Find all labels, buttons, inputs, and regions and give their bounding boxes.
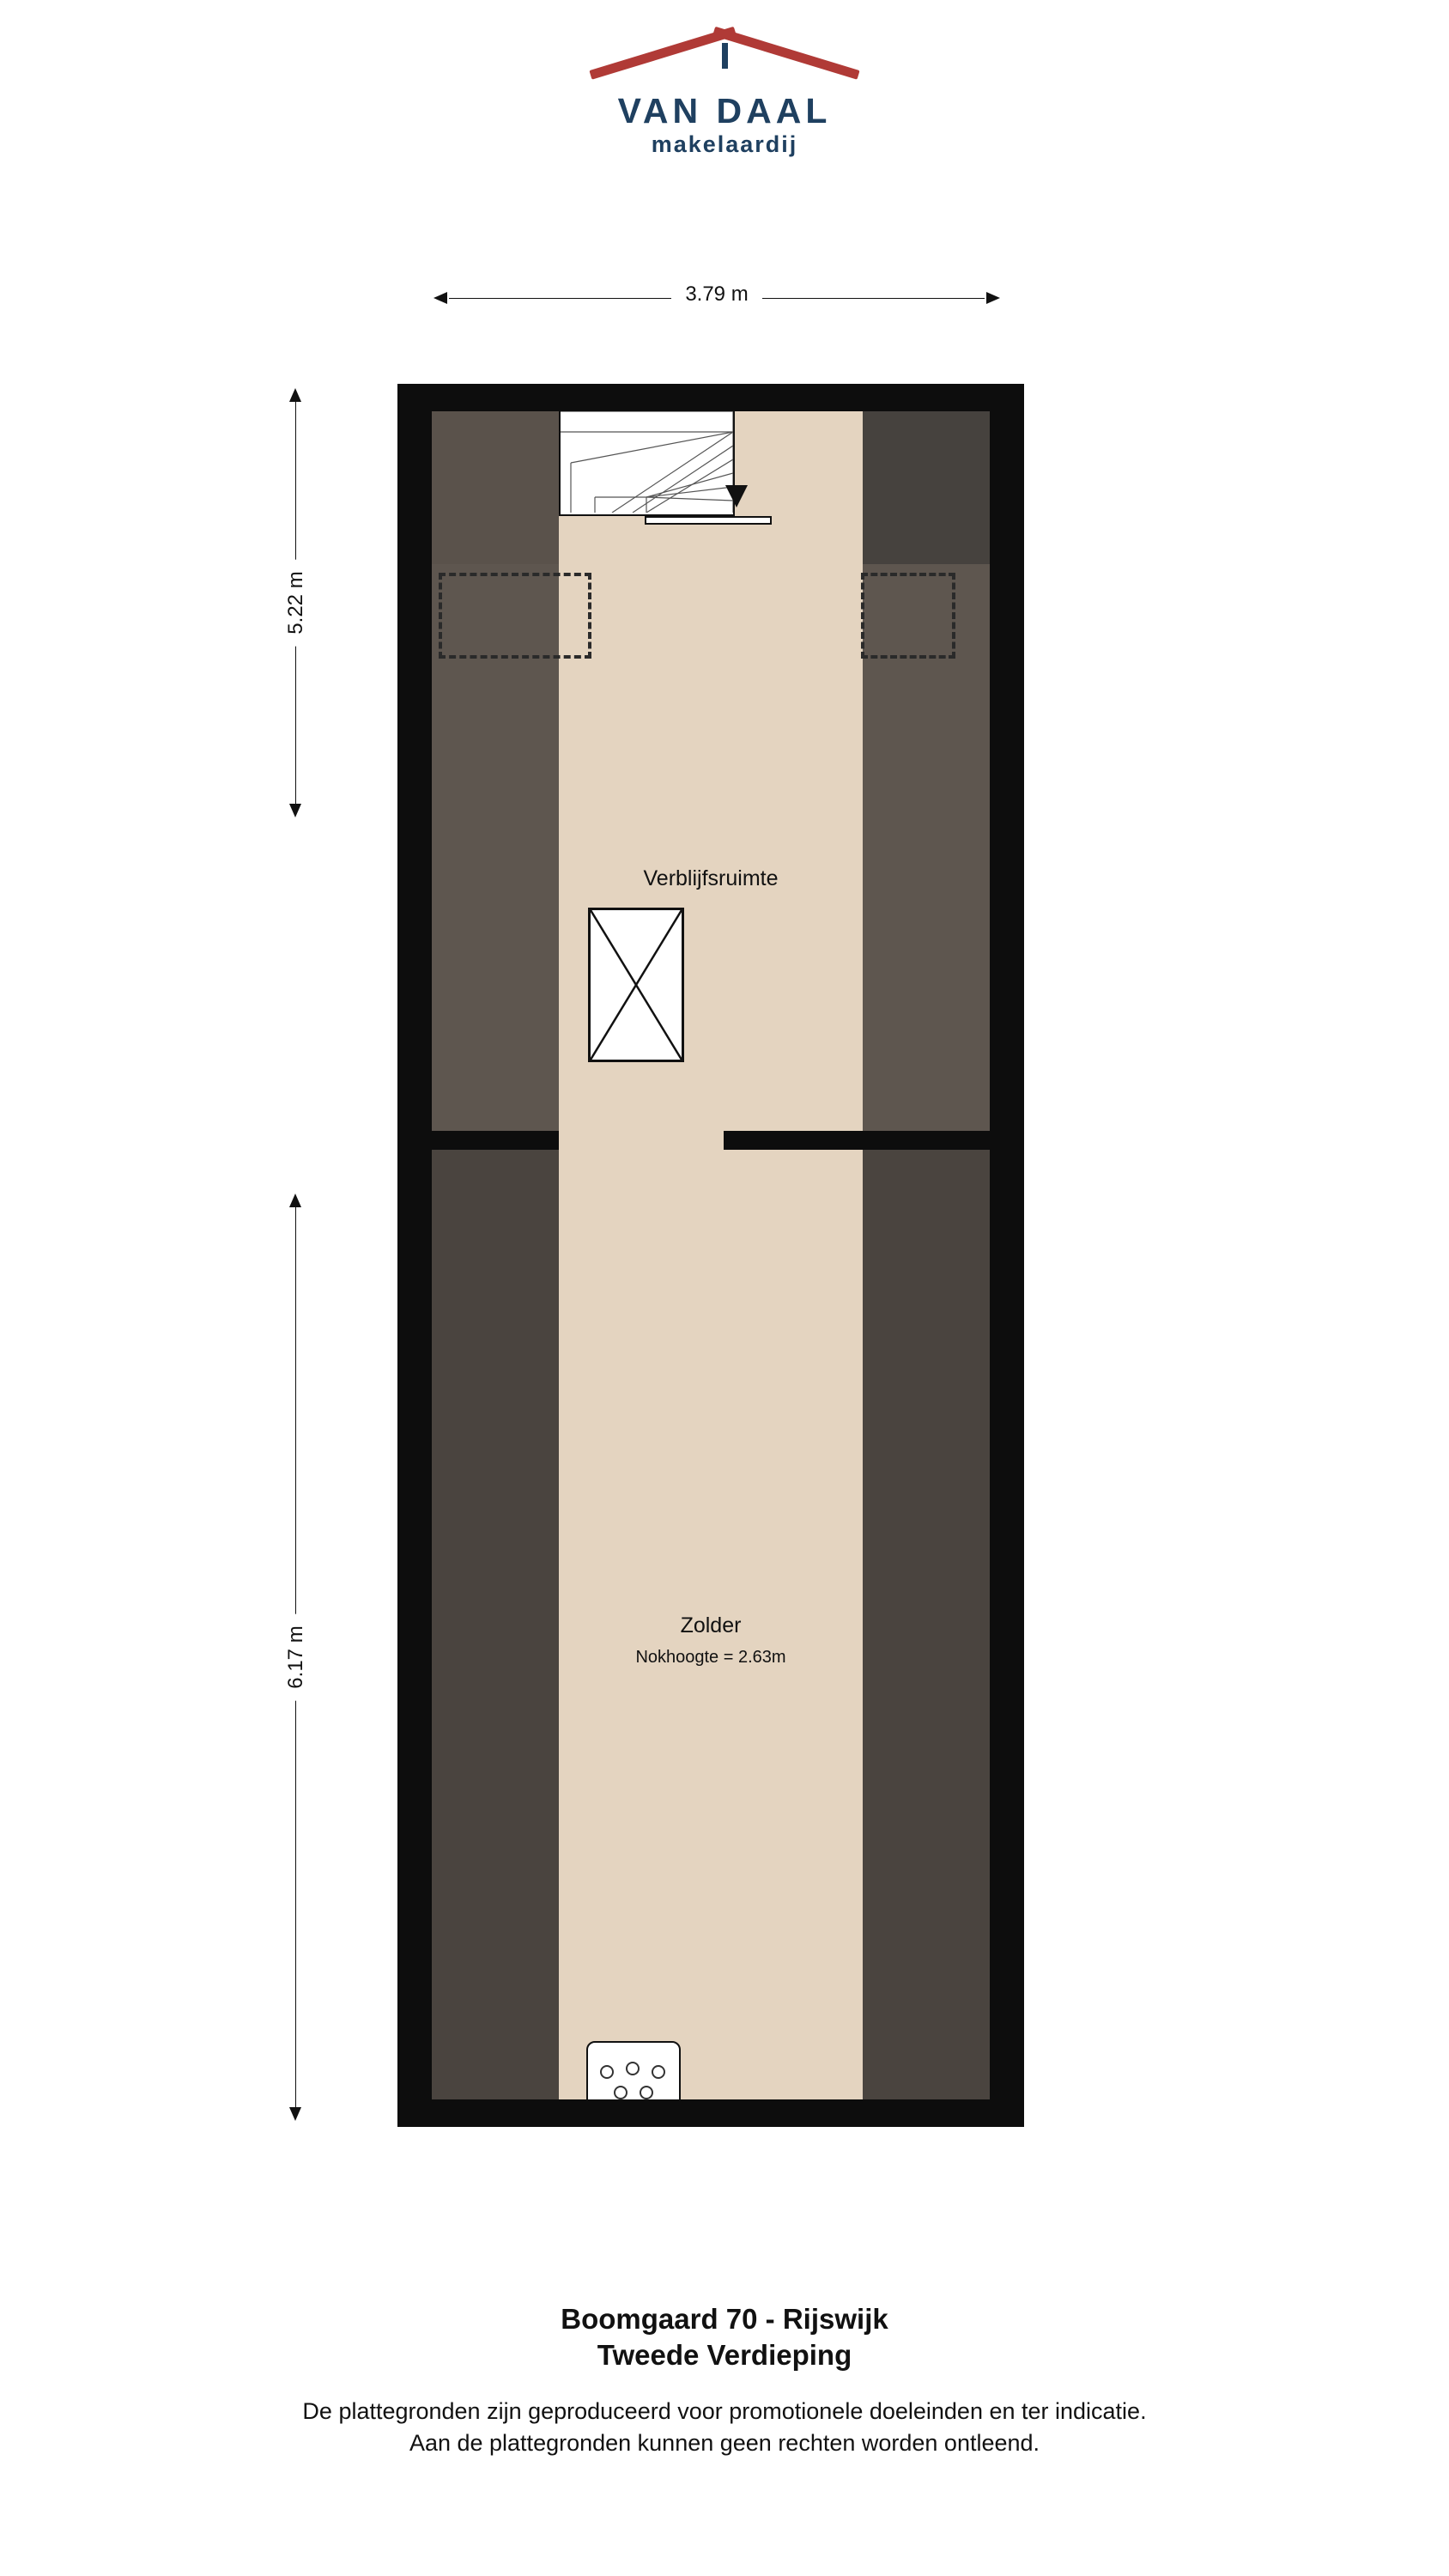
staircase-treads-icon <box>561 411 733 513</box>
doorway-opening <box>559 1131 724 1150</box>
dashed-recess-right <box>861 573 955 659</box>
burner-icon <box>640 2086 653 2099</box>
footer-disclaimer <box>0 2396 1449 2458</box>
dimension-arrow-top <box>289 388 301 402</box>
brand-name: VAN DAAL <box>617 91 832 131</box>
brand-tagline: makelaardij <box>651 131 798 158</box>
dimension-height-lower <box>273 1194 319 2121</box>
dimension-width <box>433 279 1000 322</box>
brand-logo <box>577 41 872 179</box>
room-label-zolder: Zolder <box>680 1613 742 1637</box>
floorplan-interior <box>432 411 990 2099</box>
dimension-height-upper-label: 5.22 m <box>279 559 313 646</box>
roof-beam-right <box>712 27 860 80</box>
hatch-cross-icon <box>591 910 682 1060</box>
roof-post <box>722 43 728 69</box>
appliance-fixture <box>586 2041 681 2099</box>
room-label-nokhoogte: Nokhoogte = 2.63m <box>635 1648 786 1667</box>
roof-slope-right-upper <box>863 411 990 564</box>
footer-disclaimer-line1: De plattegronden zijn geproduceerd voor promotionele doeleinden en ter indicatie. <box>302 2398 1147 2425</box>
stair-railing <box>645 516 772 525</box>
burner-icon <box>652 2065 665 2079</box>
burner-icon <box>614 2086 627 2099</box>
burner-icon <box>626 2062 640 2075</box>
dimension-arrow-bottom <box>289 2107 301 2121</box>
dimension-height-upper <box>273 388 319 817</box>
dimension-width-value: 3.79 m <box>671 283 761 306</box>
dimension-arrow-top <box>289 1194 301 1207</box>
floorplan-drawing <box>397 384 1024 2127</box>
footer-floor: Tweede Verdieping <box>597 2339 852 2372</box>
roof-logo-icon <box>587 41 862 91</box>
dimension-width-label <box>433 283 1000 307</box>
room-label-verblijfsruimte: Verblijfsruimte <box>643 866 779 890</box>
footer <box>0 2301 1449 2458</box>
burner-icon <box>600 2065 614 2079</box>
dimension-arrow-bottom <box>289 804 301 817</box>
footer-address: Boomgaard 70 - Rijswijk <box>561 2303 888 2335</box>
roof-hatch <box>588 908 684 1062</box>
dashed-recess-left <box>439 573 591 659</box>
stair-direction-arrow-icon <box>725 485 748 507</box>
staircase <box>559 411 735 516</box>
dimension-height-lower-label: 6.17 m <box>279 1613 313 1700</box>
footer-disclaimer-line2: Aan de plattegronden kunnen geen rechten worden ontleend. <box>409 2429 1040 2456</box>
roof-slope-left-upper <box>432 411 559 564</box>
